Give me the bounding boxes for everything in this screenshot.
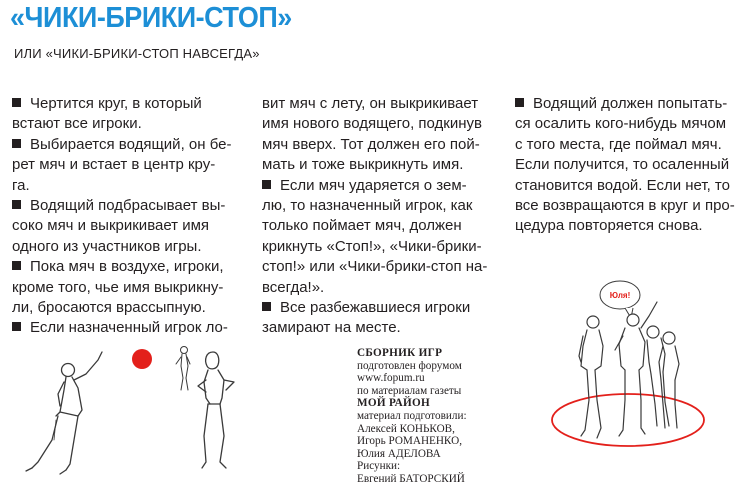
text-column-2 <box>262 94 494 339</box>
text-line: только поймает мяч, должен <box>262 217 462 235</box>
credits-line: Алексей КОНЬКОВ, <box>357 422 455 435</box>
text-line: Если получится, то осаленный <box>515 156 730 174</box>
speech-bubble-text: Юля! <box>609 291 631 300</box>
credits-line: www.fopum.ru <box>357 372 425 385</box>
credits-line: подготовлен форумом <box>357 359 462 372</box>
frozen-players-illustration <box>545 270 745 495</box>
bullet-square-icon <box>12 98 21 107</box>
text-line: Выбирается водящий, он бе- <box>12 135 240 155</box>
player-figure <box>659 332 679 428</box>
page-title: «ЧИКИ-БРИКИ-СТОП» <box>10 2 292 34</box>
text-line: стоп!» или «Чики-брики-стоп на- <box>262 258 488 276</box>
text-line: всегда!». <box>262 278 325 296</box>
throwing-players-illustration <box>20 340 260 495</box>
bullet-square-icon <box>262 180 271 189</box>
text-line: Все разбежавшиеся игроки <box>262 298 494 318</box>
page-subtitle: ИЛИ «ЧИКИ-БРИКИ-СТОП НАВСЕГДА» <box>14 46 260 61</box>
credits-line: материал подготовили: <box>357 409 467 422</box>
text-line: ся осалить кого-нибудь мячом <box>515 115 727 133</box>
text-line: лю, то назначенный игрок, как <box>262 197 473 215</box>
paragraph <box>12 135 240 196</box>
text-line: становится водой. Если нет, то <box>515 176 730 194</box>
woman-figure <box>198 352 234 468</box>
paragraph <box>262 298 494 339</box>
text-line: Если мяч ударяется о зем- <box>262 176 494 196</box>
text-line: соко мяч и выкрикивает имя <box>12 217 210 235</box>
text-column-1 <box>12 94 240 339</box>
thrower-figure <box>26 352 102 474</box>
text-line: Водящий должен попытать- <box>515 94 745 114</box>
text-line: одного из участников игры. <box>12 237 202 255</box>
text-line: мать и тоже выкрикнуть имя. <box>262 156 464 174</box>
game-circle-icon <box>552 394 704 446</box>
text-line: встают все игроки. <box>12 115 142 133</box>
credits-block <box>357 347 467 486</box>
text-line: имя нового водящего, подкинув <box>262 115 483 133</box>
text-line: Чертится круг, в который <box>12 94 240 114</box>
text-line: мяч вверх. Тот должен его пой- <box>262 135 480 153</box>
credits-line: Евгений БАТОРСКИЙ <box>357 472 465 485</box>
text-line: все возвращаются в круг и про- <box>515 197 735 215</box>
text-line: крикнуть «Стоп!», «Чики-брики- <box>262 237 482 255</box>
credits-line: МОЙ РАЙОН <box>357 397 431 410</box>
paragraph <box>262 94 494 176</box>
paragraph <box>12 257 240 318</box>
paragraph <box>12 196 240 257</box>
text-line: га. <box>12 176 30 194</box>
credits-line: СБОРНИК ИГР <box>357 347 443 359</box>
bullet-square-icon <box>12 139 21 148</box>
bullet-square-icon <box>12 322 21 331</box>
paragraph <box>12 318 240 338</box>
text-line: цедура повторяется снова. <box>515 217 703 235</box>
credits-line: Игорь РОМАНЕНКО, <box>357 435 462 448</box>
text-line: ли, бросаются врассыпную. <box>12 299 206 317</box>
text-line: кроме того, чье имя выкрикну- <box>12 278 224 296</box>
paragraph <box>12 94 240 135</box>
bullet-square-icon <box>515 98 524 107</box>
credits-line: Рисунки: <box>357 460 401 473</box>
text-line: Пока мяч в воздухе, игроки, <box>12 257 240 277</box>
paragraph <box>262 176 494 298</box>
credits-line: Юлия АДЕЛОВА <box>357 447 441 460</box>
credits-line: по материалам газеты <box>357 384 462 397</box>
text-column-3 <box>515 94 745 237</box>
text-line: рет мяч и встает в центр кру- <box>12 156 216 174</box>
player-figure <box>579 316 603 438</box>
bullet-square-icon <box>12 200 21 209</box>
text-line: с того места, где поймал мяч. <box>515 135 722 153</box>
red-ball-icon <box>132 349 152 369</box>
text-line: Если назначенный игрок ло- <box>12 318 240 338</box>
text-line: замирают на месте. <box>262 319 401 337</box>
bullet-square-icon <box>262 302 271 311</box>
distant-player-figure <box>176 347 190 391</box>
text-line: вит мяч с лету, он выкрикивает <box>262 95 479 112</box>
speech-bubble <box>600 281 640 318</box>
paragraph <box>515 94 745 237</box>
bullet-square-icon <box>12 261 21 270</box>
text-line: Водящий подбрасывает вы- <box>12 196 240 216</box>
